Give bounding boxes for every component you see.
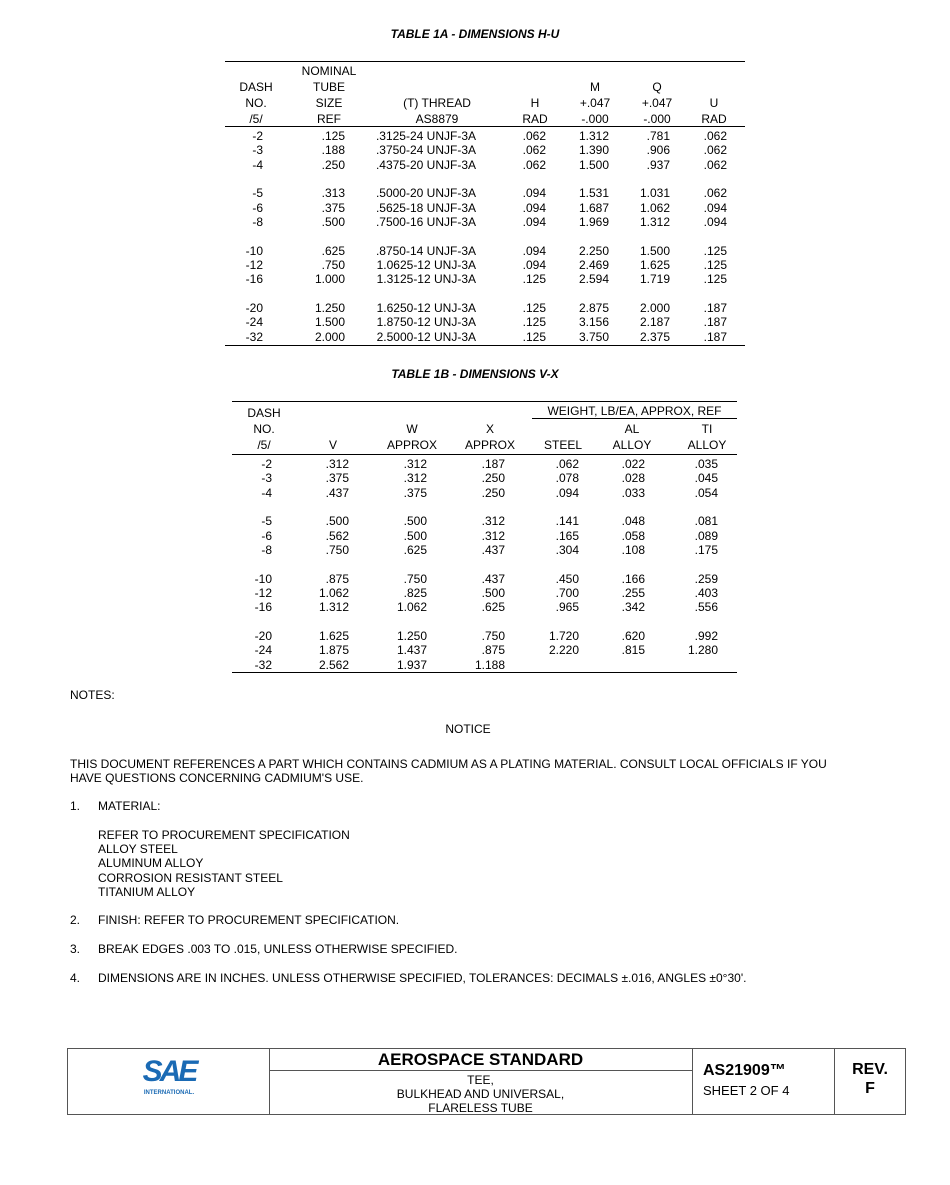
table-1a-cell: -16 (245, 272, 263, 287)
table-1b-bottom-rule (232, 672, 737, 673)
table-1b-cell: .556 (694, 600, 718, 615)
revision-value: F (865, 1080, 875, 1097)
table-1b-cell: .437 (481, 571, 505, 586)
table-1b-header-cell: V (328, 438, 337, 452)
material-line: CORROSION RESISTANT STEEL (98, 871, 283, 885)
table-1a-cell: -12 (245, 258, 263, 272)
table-1a-header-cell: Q (652, 80, 662, 94)
table-1b-cell: 2.562 (318, 657, 349, 672)
table-1a-cell: 2.5000-12 UNJ-3A (376, 329, 476, 344)
table-1a-cell: 1.0625-12 UNJ-3A (376, 258, 476, 272)
table-1a-header-cell: SIZE (315, 96, 343, 110)
table-1a-cell: 1.8750-12 UNJ-3A (376, 315, 476, 330)
table-1b-cell: .562 (325, 528, 349, 543)
table-1b-title: TABLE 1B - DIMENSIONS V-X (391, 367, 559, 381)
table-1a-cell: .188 (321, 143, 345, 158)
table-1b-cell: 1.062 (318, 586, 349, 600)
table-1a-cell: .5625-18 UNJF-3A (375, 200, 476, 215)
table-1a-cell: .125 (703, 272, 727, 287)
table-1a-header-cell: REF (317, 112, 341, 126)
table-1a-cell: .094 (522, 200, 546, 215)
table-1a-header-cell: RAD (522, 112, 548, 126)
table-1b-header-cell: APPROX (464, 438, 515, 452)
table-1b-cell: 1.937 (396, 657, 427, 672)
table-1a-cell: .125 (522, 329, 546, 344)
table-1a-cell: .062 (703, 157, 727, 172)
table-1b-cell: .500 (403, 528, 427, 543)
table-1b-cell: .312 (403, 471, 427, 486)
table-1b-cell: .250 (481, 471, 505, 486)
table-1a-header-cell: +.047 (641, 96, 673, 110)
table-1b-header-cell: W (406, 422, 418, 436)
sae-logo: SAE (142, 1055, 196, 1088)
notice-title: NOTICE (445, 722, 491, 736)
table-1a-cell: 2.000 (314, 329, 345, 344)
material-line: ALLOY STEEL (98, 842, 178, 856)
table-1a-cell: .906 (646, 143, 670, 158)
table-1b-header-cell: /5/ (257, 438, 271, 452)
table-1a-cell: .062 (522, 129, 546, 143)
table-1b-cell: .304 (555, 543, 579, 558)
table-1b-cell: .965 (555, 600, 579, 615)
note-3-number: 3. (70, 942, 81, 956)
table-1a-cell: 3.750 (578, 329, 609, 344)
table-1b-cell: 1.875 (318, 643, 349, 658)
table-1b-top-rule (232, 401, 737, 402)
table-1b-weight-header: WEIGHT, LB/EA, APPROX, REF (547, 404, 722, 418)
table-1a-header-cell: H (530, 96, 540, 110)
table-1b-cell: .175 (694, 543, 718, 558)
table-1a-cell: 2.000 (639, 300, 670, 315)
table-1b-cell: .312 (481, 514, 505, 529)
table-1a-cell: -5 (252, 186, 263, 201)
table-1b-cell: 1.280 (687, 643, 718, 658)
table-1b-cell: -16 (254, 600, 272, 615)
table-1b-cell: .078 (555, 471, 579, 486)
table-1a-cell: -10 (245, 243, 263, 258)
table-1b-cell: .620 (621, 628, 645, 643)
table-1a-cell: -20 (245, 300, 263, 315)
table-1b-cell: 1.720 (548, 628, 579, 643)
table-1a-header-cell: NO. (245, 96, 267, 110)
table-1a-cell: .5000-20 UNJF-3A (375, 186, 476, 201)
table-1b-header-cell: AL (624, 422, 640, 436)
table-1a-cell: 1.500 (639, 243, 670, 258)
table-1a-cell: 1.312 (578, 129, 609, 143)
table-1a-header-cell: -.000 (643, 112, 671, 126)
table-1a-cell: 1.000 (314, 272, 345, 287)
table-1b-cell: .815 (621, 643, 645, 658)
table-1a-top-rule (225, 61, 745, 62)
table-1a-cell: .094 (522, 258, 546, 272)
sae-logo-subtext: INTERNATIONAL. (143, 1090, 195, 1096)
table-1b-cell: .750 (325, 543, 349, 558)
table-1b-cell: .437 (481, 543, 505, 558)
table-1a-cell: .094 (703, 215, 727, 230)
table-1b-cell: .141 (555, 514, 579, 529)
table-1a-cell: .125 (703, 258, 727, 272)
table-1a-cell: .187 (703, 329, 727, 344)
table-1a-cell: -32 (245, 329, 263, 344)
table-1b-cell: .028 (621, 471, 645, 486)
table-1b-cell: .700 (555, 586, 579, 600)
table-1b-cell: .403 (694, 586, 718, 600)
note-1-number: 1. (70, 799, 81, 813)
table-1b-cell: 1.250 (396, 628, 427, 643)
table-1a-cell: -2 (252, 129, 263, 143)
table-1a-cell: .094 (522, 186, 546, 201)
table-1a-cell: .7500-16 UNJF-3A (375, 215, 476, 230)
table-1b-header-cell: APPROX (386, 438, 437, 452)
table-1a-cell: .094 (703, 200, 727, 215)
table-1b-cell: .312 (403, 457, 427, 471)
table-1a-cell: .187 (703, 300, 727, 315)
table-1a-cell: 3.156 (578, 315, 609, 330)
table-1b-cell: .450 (555, 571, 579, 586)
table-1b-cell: -12 (254, 586, 272, 600)
table-1b-cell: -3 (261, 471, 272, 486)
table-1b-cell: .187 (481, 457, 505, 471)
table-1a-cell: 1.031 (639, 186, 670, 201)
table-1b-cell: .045 (694, 471, 718, 486)
table-1a-cell: .625 (321, 243, 345, 258)
note-2-number: 2. (70, 913, 81, 927)
table-1a-cell: -4 (252, 157, 263, 172)
table-1b-cell: .054 (694, 485, 718, 500)
table-1a-cell: 1.625 (639, 258, 670, 272)
table-1b-cell: .992 (694, 628, 718, 643)
table-1b-cell: .089 (694, 528, 718, 543)
table-1b-cell: 2.220 (548, 643, 579, 658)
table-1b-cell: .108 (621, 543, 645, 558)
table-1b-cell: .035 (694, 457, 718, 471)
table-1a-header-cell: DASH (239, 80, 273, 94)
table-1a-cell: 1.250 (314, 300, 345, 315)
table-1a-header-cell: M (590, 80, 600, 94)
table-1a-cell: .781 (646, 129, 670, 143)
table-1b-cell: -6 (261, 528, 272, 543)
table-1b-cell: .375 (325, 471, 349, 486)
table-1b-cell: .875 (325, 571, 349, 586)
notice-line-2: HAVE QUESTIONS CONCERNING CADMIUM'S USE. (70, 771, 364, 785)
table-1a-cell: .094 (522, 215, 546, 230)
table-1a-cell: 2.375 (639, 329, 670, 344)
table-1a-cell: .062 (703, 186, 727, 201)
table-1b-cell: 1.312 (318, 600, 349, 615)
table-1b-cell: .312 (325, 457, 349, 471)
table-1a-header-cell: TUBE (312, 80, 345, 94)
table-1a-cell: 1.312 (639, 215, 670, 230)
table-1a-cell: 1.062 (639, 200, 670, 215)
table-1b-cell: .500 (481, 586, 505, 600)
table-1a-cell: .313 (321, 186, 345, 201)
table-1a-cell: .750 (321, 258, 345, 272)
table-1b-cell: .375 (403, 485, 427, 500)
table-1a-header-cell: U (709, 96, 719, 110)
table-1b-cell: -5 (261, 514, 272, 529)
table-1b-cell: -8 (261, 543, 272, 558)
table-1a-header-cell: NOMINAL (301, 64, 357, 78)
table-1a-cell: .062 (522, 157, 546, 172)
table-1b-header-cell: ALLOY (687, 438, 727, 452)
table-1b-cell: .048 (621, 514, 645, 529)
table-1a-cell: -24 (245, 315, 263, 330)
table-1b-cell: 1.437 (396, 643, 427, 658)
title-block-divider (269, 1070, 692, 1071)
table-1b-cell: .166 (621, 571, 645, 586)
note-1-text: MATERIAL: (98, 799, 161, 813)
note-2-text: FINISH: REFER TO PROCUREMENT SPECIFICATION. (98, 913, 400, 927)
table-1b-cell: .094 (555, 485, 579, 500)
part-title-line-1: TEE, (467, 1073, 494, 1087)
table-1a-cell: 2.187 (639, 315, 670, 330)
table-1a-cell: 1.687 (578, 200, 609, 215)
table-1b-cell: .250 (481, 485, 505, 500)
table-1a-cell: .062 (703, 129, 727, 143)
table-1a-cell: .125 (522, 315, 546, 330)
table-1b-cell: -10 (254, 571, 272, 586)
table-1a-cell: 1.500 (314, 315, 345, 330)
table-1b-cell: .825 (403, 586, 427, 600)
table-1b-cell: -20 (254, 628, 272, 643)
table-1b-cell: 1.625 (318, 628, 349, 643)
table-1b-header-cell: TI (701, 422, 713, 436)
table-1a-cell: 1.6250-12 UNJ-3A (376, 300, 476, 315)
table-1a-cell: .8750-14 UNJF-3A (375, 243, 476, 258)
table-1a-bottom-rule (225, 345, 745, 346)
table-1b-cell: 1.188 (474, 657, 505, 672)
table-1b-cell: .259 (694, 571, 718, 586)
table-1b-cell: .625 (481, 600, 505, 615)
table-1a-cell: 2.469 (578, 258, 609, 272)
table-1b-cell: 1.062 (396, 600, 427, 615)
table-1a-cell: -3 (252, 143, 263, 158)
table-1a-header-cell: AS8879 (415, 112, 459, 126)
table-1a-cell: .3750-24 UNJF-3A (375, 143, 476, 158)
table-1a-cell: 1.531 (578, 186, 609, 201)
table-1a-cell: 2.875 (578, 300, 609, 315)
table-1a-cell: 2.250 (578, 243, 609, 258)
table-1b-cell: .058 (621, 528, 645, 543)
table-1a-cell: 1.969 (578, 215, 609, 230)
table-1b-cell: .255 (621, 586, 645, 600)
table-1b-cell: .312 (481, 528, 505, 543)
material-line: ALUMINUM ALLOY (98, 856, 204, 870)
table-1b-cell: .750 (403, 571, 427, 586)
table-1a-cell: 1.390 (578, 143, 609, 158)
table-1b-header-cell: STEEL (543, 438, 582, 452)
material-line: TITANIUM ALLOY (98, 885, 196, 899)
table-1b-cell: -24 (254, 643, 272, 658)
table-1a-cell: 2.594 (578, 272, 609, 287)
table-1a-header-cell: +.047 (579, 96, 611, 110)
table-1a-cell: .500 (321, 215, 345, 230)
table-1a-cell: 1.719 (639, 272, 670, 287)
note-4-text: DIMENSIONS ARE IN INCHES. UNLESS OTHERWISE SPECIFIED, TOLERANCES: DECIMALS ±.016, ANGLES ±0°30'. (98, 971, 747, 985)
table-1b-cell: -32 (254, 657, 272, 672)
table-1a-cell: .937 (646, 157, 670, 172)
table-1a-cell: -8 (252, 215, 263, 230)
table-1b-cell: .500 (403, 514, 427, 529)
table-1b-cell: .875 (481, 643, 505, 658)
document-number: AS21909™ (703, 1062, 786, 1079)
table-1b-cell: .342 (621, 600, 645, 615)
table-1b-header-cell: DASH (247, 406, 281, 420)
table-1b-cell: .033 (621, 485, 645, 500)
table-1a-header-cell: /5/ (249, 112, 263, 126)
table-1a-cell: .375 (321, 200, 345, 215)
table-1a-cell: 1.500 (578, 157, 609, 172)
table-1a-cell: .125 (522, 300, 546, 315)
table-1a-title: TABLE 1A - DIMENSIONS H-U (390, 27, 560, 41)
table-1b-cell: -2 (261, 457, 272, 471)
table-1b-header-rule (232, 454, 737, 455)
note-4-number: 4. (70, 971, 81, 985)
table-1a-cell: .062 (522, 143, 546, 158)
table-1b-cell: .437 (325, 485, 349, 500)
title-block-divider (692, 1048, 693, 1115)
table-1b-cell: .022 (621, 457, 645, 471)
table-1a-cell: .250 (321, 157, 345, 172)
table-1a-cell: .4375-20 UNJF-3A (375, 157, 476, 172)
sheet-number: SHEET 2 OF 4 (703, 1083, 790, 1098)
table-1b-cell: .500 (325, 514, 349, 529)
material-line: REFER TO PROCUREMENT SPECIFICATION (98, 828, 350, 842)
table-1b-cell: .750 (481, 628, 505, 643)
table-1b-cell: -4 (261, 485, 272, 500)
table-1b-header-cell: NO. (253, 422, 275, 436)
table-1a-header-cell: -.000 (581, 112, 609, 126)
table-1a-cell: .062 (703, 143, 727, 158)
table-1b-cell: .625 (403, 543, 427, 558)
table-1b-cell: .062 (555, 457, 579, 471)
table-1a-cell: .187 (703, 315, 727, 330)
notice-line-1: THIS DOCUMENT REFERENCES A PART WHICH CONTAINS CADMIUM AS A PLATING MATERIAL. CONSULT LOCAL OFFICIALS IF YOU (70, 757, 827, 771)
table-1a-cell: -6 (252, 200, 263, 215)
table-1a-cell: .125 (703, 243, 727, 258)
table-1b-cell: .165 (555, 528, 579, 543)
table-1b-cell: .081 (694, 514, 718, 529)
table-1a-header-cell: RAD (701, 112, 727, 126)
table-1b-weight-rule (532, 418, 737, 419)
table-1a-cell: .125 (522, 272, 546, 287)
table-1a-cell: .3125-24 UNJF-3A (375, 129, 476, 143)
table-1b-header-cell: X (485, 422, 494, 436)
part-title-line-3: FLARELESS TUBE (428, 1101, 533, 1115)
notes-heading: NOTES: (70, 688, 115, 702)
table-1a-cell: .125 (321, 129, 345, 143)
part-title-line-2: BULKHEAD AND UNIVERSAL, (396, 1087, 565, 1101)
table-1a-cell: .094 (522, 243, 546, 258)
revision-label: REV. (852, 1061, 888, 1078)
table-1b-header-cell: ALLOY (612, 438, 652, 452)
table-1a-header-cell: (T) THREAD (403, 96, 471, 110)
table-1a-header-rule (225, 126, 745, 127)
standard-title: AEROSPACE STANDARD (377, 1050, 584, 1069)
table-1a-cell: 1.3125-12 UNJ-3A (376, 272, 476, 287)
note-3-text: BREAK EDGES .003 TO .015, UNLESS OTHERWISE SPECIFIED. (98, 942, 458, 956)
